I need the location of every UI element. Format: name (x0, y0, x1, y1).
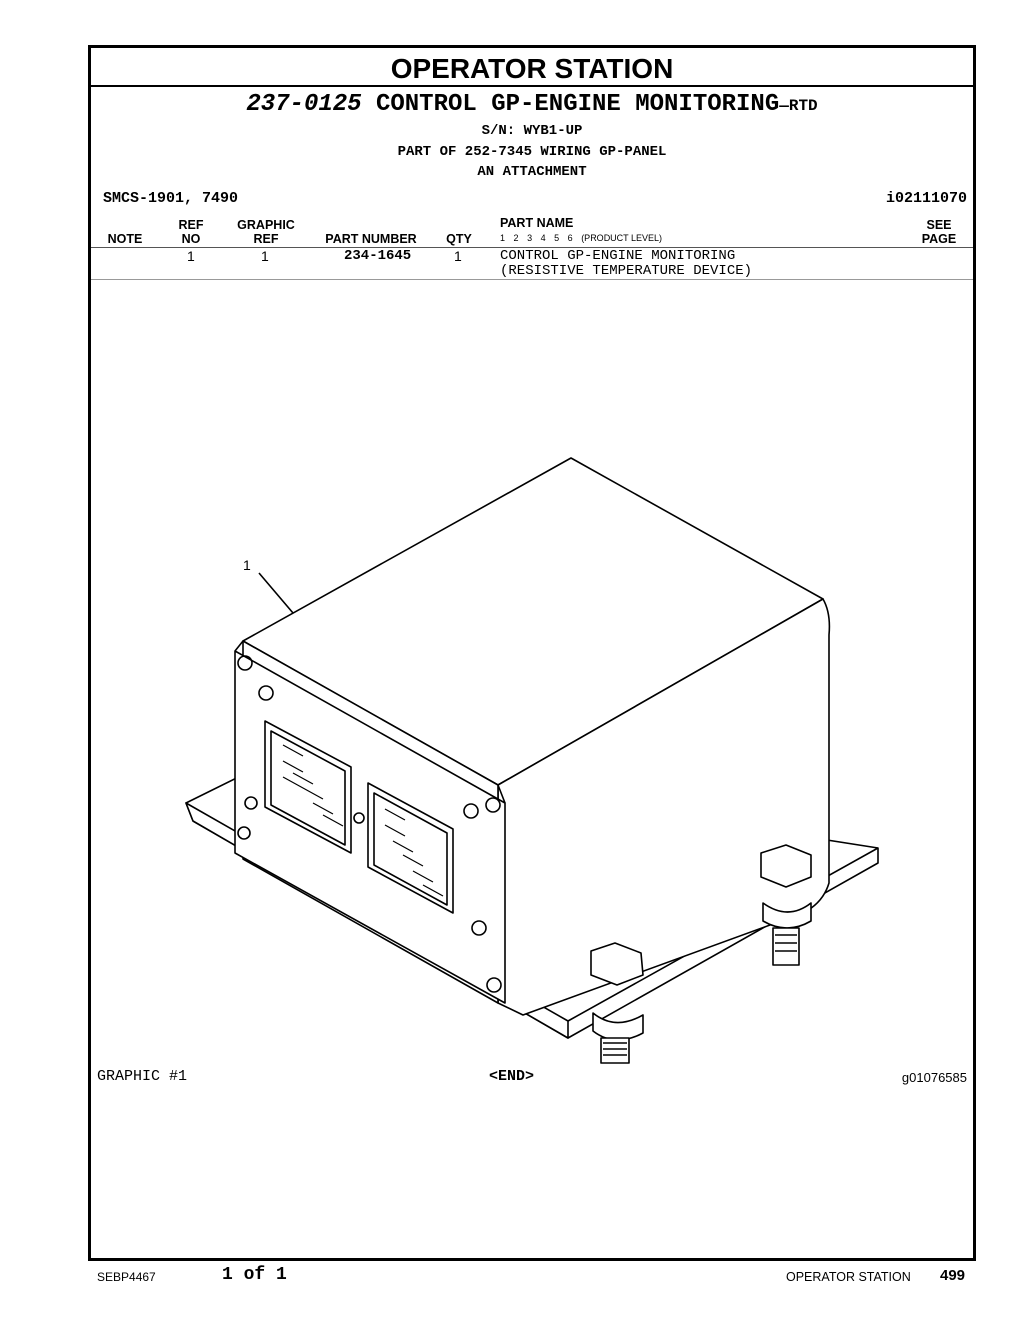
row-part-number: 234-1645 (344, 248, 412, 264)
row-ref-no: 1 (187, 248, 195, 264)
header-see-page: SEE PAGE (921, 218, 957, 246)
part-of-line: PART OF 252-7345 WIRING GP-PANEL (397, 144, 667, 160)
page-frame (88, 45, 976, 1261)
level-2: 2 (513, 233, 519, 243)
group-title (91, 90, 973, 121)
graphic-id: g01076585 (901, 1070, 967, 1085)
smcs-code: SMCS-1901, 7490 (103, 190, 239, 207)
level-6: 6 (567, 233, 573, 243)
callout-leader (259, 573, 293, 613)
row-part-name-1: CONTROL GP-ENGINE MONITORING (500, 248, 736, 264)
level-1: 1 (500, 233, 506, 243)
header-note: NOTE (107, 232, 143, 246)
row-qty: 1 (454, 248, 462, 264)
end-tag: <END> (489, 1068, 535, 1085)
callout-number: 1 (243, 557, 251, 573)
serial-number: S/N: WYB1-UP (481, 123, 583, 139)
product-levels (500, 233, 662, 243)
engine-monitor-illustration (91, 278, 973, 1068)
page-title: OPERATOR STATION (91, 52, 973, 87)
footer-page-number: 499 (940, 1267, 966, 1284)
header-graphic-ref: GRAPHIC REF (237, 218, 295, 246)
illustration-id: i02111070 (885, 190, 967, 207)
row-graphic-ref: 1 (261, 248, 269, 264)
header-part-number: PART NUMBER (325, 232, 417, 246)
group-suffix: —RTD (779, 97, 818, 115)
level-5: 5 (554, 233, 560, 243)
header-ref-no: REF NO (178, 218, 204, 246)
group-number: 237-0125 (246, 91, 362, 118)
header-qty: QTY (446, 232, 472, 246)
attachment-line: AN ATTACHMENT (477, 164, 587, 180)
level-4: 4 (540, 233, 546, 243)
level-3: 3 (527, 233, 533, 243)
footer-pages: 1 of 1 (222, 1265, 287, 1285)
levels-label: (PRODUCT LEVEL) (581, 233, 663, 243)
row-part-name-2: (RESISTIVE TEMPERATURE DEVICE) (500, 263, 753, 279)
footer-section: OPERATOR STATION (786, 1270, 911, 1284)
header-part-name: PART NAME (500, 216, 574, 230)
footer-doc-number: SEBP4467 (97, 1270, 156, 1284)
group-name: CONTROL GP-ENGINE MONITORING (375, 91, 780, 118)
graphic-caption: GRAPHIC #1 (97, 1068, 188, 1085)
